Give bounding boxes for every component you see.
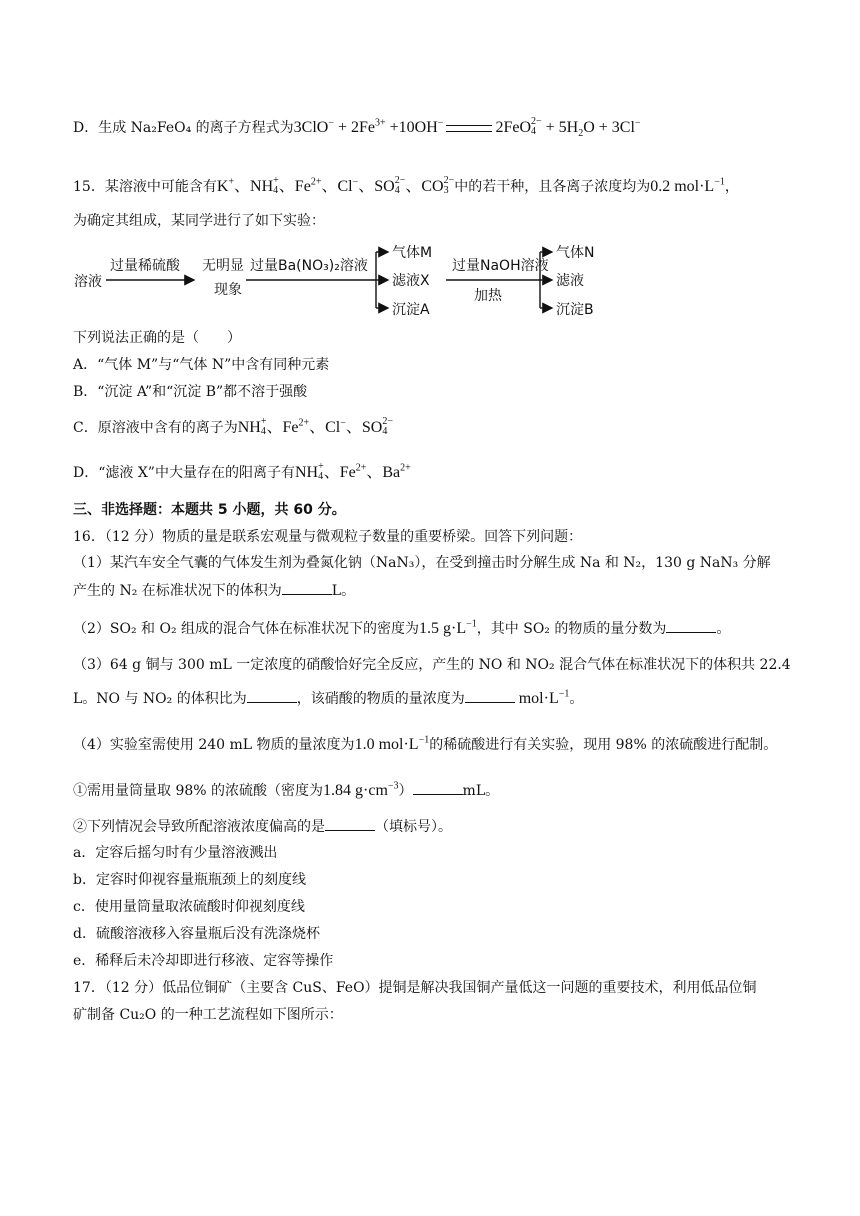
q15-ion-list: K+、NH + 4 、$Fe^{2+}$、Cl−、SO 2− 4 、CO 2− 3	[216, 175, 455, 197]
q16-part3-text: L。NO 与 NO₂ 的体积比为	[73, 691, 247, 707]
q16-part2-text2: ，其中 SO₂ 的物质的量分数为	[476, 621, 667, 637]
section-title: 三、非选择题：本题共 5 小题，共 60 分。	[73, 502, 346, 518]
answer-blank[interactable]	[666, 618, 716, 633]
q15-stem-text-2: 中的若干种，且各离子浓度均为	[454, 179, 651, 195]
q16-density: 1.5 $g\cdot L^{-1}$	[419, 618, 477, 637]
q16-conc-unit: $mol\cdot L^{-1}$	[514, 688, 570, 707]
q15-option-d	[73, 463, 411, 483]
q16-part4-text2: 的稀硫酸进行有关实验，现用 98% 的浓硫酸进行配制。	[429, 737, 778, 753]
q16-part1-unit: L。	[331, 583, 356, 599]
flow-gas-n: 气体N	[556, 245, 595, 261]
q16-part2-end: 。	[716, 621, 731, 637]
q16-part2-text: （2）SO₂ 和 O₂ 组成的混合气体在标准状况下的密度为	[73, 621, 420, 637]
flow-result1b: 现象	[214, 282, 242, 298]
q16-part4-1-text: ①需用量筒量取 98% 的浓硫酸（密度为	[73, 783, 324, 799]
flow-precip-a: 沉淀A	[392, 302, 430, 318]
q16-conc: 1.0 $mol\cdot L^{-1}$	[354, 734, 430, 753]
q17-line1: 17．（12 分）低品位铜矿（主要含 CuS、FeO）提铜是解决我国铜产量低这一问题的重要技术，利用低品位铜	[73, 980, 757, 996]
q16-part1-text: 产生的 N₂ 在标准状况下的体积为	[73, 583, 282, 599]
flow-reagent3: 过量NaOH溶液	[452, 258, 549, 274]
q15-option-d-ions: NH + 4 、$Fe^{2+}$、$Ba^{2+}$	[294, 461, 411, 483]
q16-option-e: e．稀释后未冷却即进行移液、定容等操作	[73, 953, 334, 969]
q15-flow-diagram	[70, 238, 630, 320]
q16-part3-text2: ，该硝酸的物质的量浓度为	[296, 691, 465, 707]
answer-blank[interactable]	[282, 580, 332, 595]
q15-option-d-text: D．“滤液 X”中大量存在的阳离子有	[73, 465, 295, 481]
q16-option-d: d．硫酸溶液移入容量瓶后没有洗涤烧杯	[73, 926, 320, 942]
q15-option-a: A．“气体 M”与“气体 N”中含有同种元素	[73, 357, 330, 373]
q16-part4-1-paren: ）	[398, 783, 413, 799]
q16-option-c: c．使用量筒量取浓硫酸时仰视刻度线	[73, 899, 305, 915]
q14-option-d	[73, 118, 641, 138]
q16-part4	[73, 735, 777, 755]
q16-part2	[73, 618, 730, 639]
flow-cond3: 加热	[474, 288, 502, 304]
q15-option-b: B．“沉淀 A”和“沉淀 B”都不溶于强酸	[73, 384, 308, 400]
q14d-equation: $3ClO^- + 2Fe^{3+} +10OH^-$ 2FeO 2− 4 + $5H_2O + 3Cl^-$	[293, 116, 641, 140]
q16-part4-1-unit: mL。	[462, 783, 500, 799]
q16-part4-2	[73, 816, 452, 837]
answer-blank[interactable]	[465, 688, 515, 703]
q15-stem-line1	[73, 177, 739, 197]
flow-filtrate-x: 滤液X	[392, 273, 430, 289]
flow-gas-m: 气体M	[392, 245, 433, 261]
flow-start: 溶液	[74, 274, 102, 290]
flow-reagent1: 过量稀硫酸	[110, 258, 180, 274]
q15-option-c-ions: NH + 4 、$Fe^{2+}$、Cl−、SO 2− 4	[237, 416, 393, 438]
q16-option-b: b．定容时仰视容量瓶瓶颈上的刻度线	[73, 872, 306, 888]
q15-stem-comma: ，	[724, 179, 739, 195]
q16-part3-end: 。	[569, 691, 584, 707]
q15-option-c	[73, 418, 393, 438]
q16-part4-2-note: （填标号）。	[375, 819, 452, 835]
q14d-label: D．生成 Na₂FeO₄ 的离子方程式为	[73, 120, 294, 136]
q16-part3-line1: （3）64 g 铜与 300 mL 一定浓度的硝酸恰好完全反应，产生的 NO 和 NO₂ 混合气体在标准状况下的体积共 22.4	[73, 657, 791, 673]
q17-line2: 矿制备 Cu₂O 的一种工艺流程如下图所示：	[73, 1007, 343, 1023]
q16-part4-2-text: ②下列情况会导致所配溶液浓度偏高的是	[73, 819, 325, 835]
flow-filtrate: 滤液	[556, 273, 584, 289]
q16-density2: 1.84 $g\cdot cm^{-3}$	[323, 780, 399, 799]
flow-result1a: 无明显	[202, 258, 244, 274]
q16-part1-line2	[73, 580, 355, 601]
flow-reagent2: 过量Ba(NO₃)₂溶液	[250, 258, 368, 274]
q15-question: 下列说法正确的是（ ）	[73, 330, 241, 346]
q16-part1-line1: （1）某汽车安全气囊的气体发生剂为叠氮化钠（NaN₃），在受到撞击时分解生成 Na 和 N₂，130 g NaN₃ 分解	[73, 555, 771, 571]
q15-stem-text: 15．某溶液中可能含有	[73, 179, 217, 195]
q16-part3-line2	[73, 688, 583, 709]
answer-blank[interactable]	[413, 780, 463, 795]
q15-stem-line2: 为确定其组成，某同学进行了如下实验：	[73, 213, 325, 229]
q16-part4-1	[73, 780, 499, 801]
q16-option-a: a．定容后摇匀时有少量溶液溅出	[73, 845, 278, 861]
answer-blank[interactable]	[325, 816, 375, 831]
q15-conc: 0.2 $mol\cdot L^{-1}$	[650, 176, 725, 195]
answer-blank[interactable]	[247, 688, 297, 703]
q15-option-c-text: C．原溶液中含有的离子为	[73, 420, 238, 436]
q16-part4-text: （4）实验室需使用 240 mL 物质的量浓度为	[73, 737, 355, 753]
q16-intro: 16．（12 分）物质的量是联系宏观量与微观粒子数量的重要桥梁。回答下列问题：	[73, 529, 583, 545]
flow-precip-b: 沉淀B	[556, 302, 594, 318]
